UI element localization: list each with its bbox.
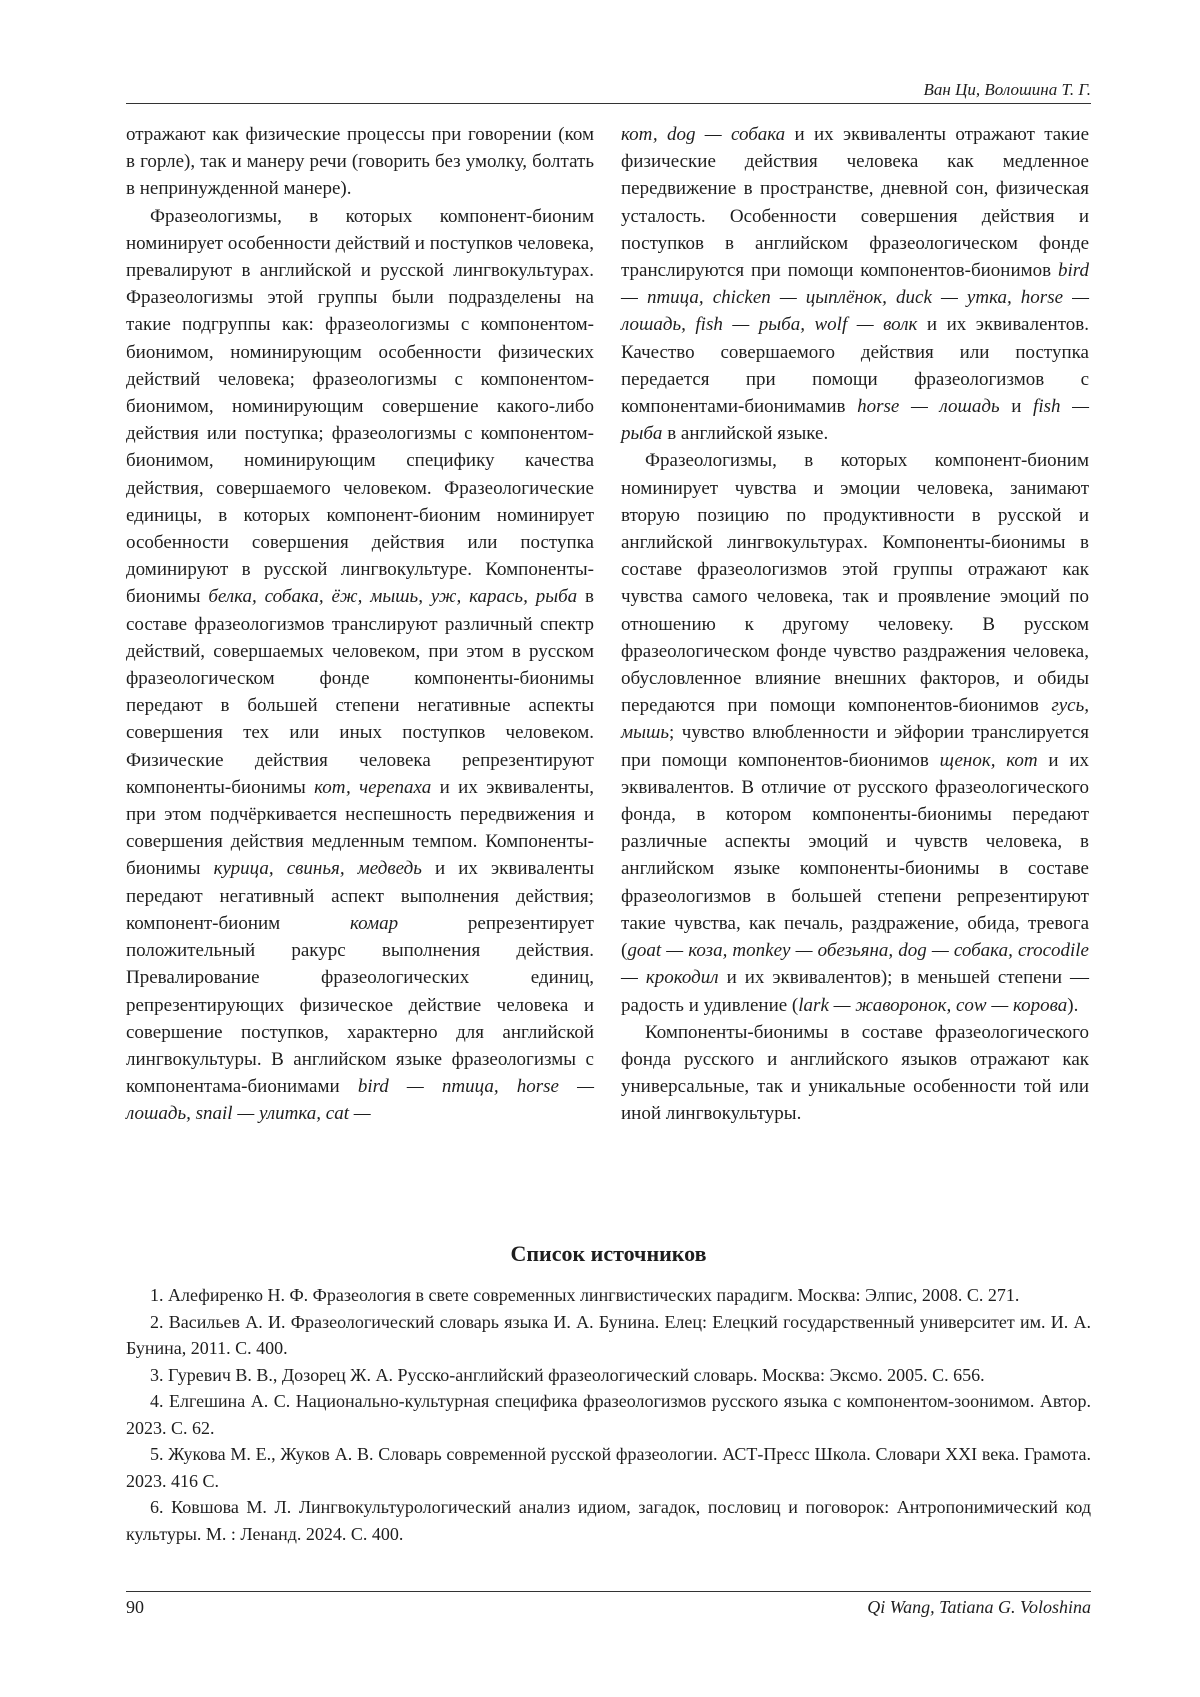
- page-number: 90: [126, 1597, 144, 1617]
- text-run: и их эквивалентов); в меньшей степени — радость и удивление (: [621, 967, 1090, 1016]
- italic-term: щенок, кот: [939, 749, 1038, 771]
- page-footer: [126, 1597, 1091, 1625]
- right-column: [621, 121, 1089, 1128]
- left-column: [126, 121, 594, 1128]
- text-run: в составе фразеологизмов транслируют различный спектр действий, совершаемых человеком, при этом в русском фразеологическом фонде компоненты-бионимы передают в большей степени негативные аспекты совершения тех или иных поступков человеком. Физические действия человека репрезентируют компоненты-бионимы: [126, 586, 594, 798]
- paragraph: отражают как физические процессы при говорении (ком в горле), так и манеру речи (говорить без умолку, болтать в непринужденной манере).: [126, 124, 594, 200]
- text-run: ; чувство влюбленности и эйфории транслируется при помощи компонентов-бионимов: [621, 722, 1089, 771]
- bibliography-list: [126, 1282, 1091, 1547]
- bibliography-item: 1. Алефиренко Н. Ф. Фразеология в свете современных лингвистических парадигм. Москва: Элпис, 2008. С. 271.: [150, 1285, 1020, 1305]
- italic-term: fish — рыба: [621, 396, 1090, 445]
- italic-term: horse — лошадь: [857, 396, 1000, 418]
- text-run: в английской языке.: [662, 423, 829, 445]
- bibliography-item: 5. Жукова М. Е., Жуков А. В. Словарь современной русской фразеологии. АСТ-Пресс Школа. Словари XXI века. Грамота. 2023. 416 С.: [126, 1444, 1091, 1491]
- text-run: и их эквиваленты передают негативный аспект выполнения действия; компонент-бионим: [126, 858, 594, 934]
- text-run: и: [999, 396, 1034, 418]
- italic-term: goat — коза, monkey — обезьяна, dog — собака, crocodile — крокодил: [621, 940, 1089, 989]
- running-header: Ван Ци, Волошина Т. Г.: [923, 80, 1091, 99]
- footer-divider: [126, 1591, 1091, 1592]
- italic-term: bird — птица, horse — лошадь, snail — улитка, cat —: [126, 1076, 594, 1125]
- bibliography-item: 2. Васильев А. И. Фразеологический словарь языка И. А. Бунина. Елец: Елецкий государственный университет им. И. А. Бунина, 2011. С. 400.: [126, 1311, 1091, 1358]
- text-run: и их эквивалентов. Качество совершаемого действия или поступка передается при помощи фразеологизмов с компонентами-бионимамив: [621, 314, 1089, 418]
- paragraph: [126, 203, 594, 1128]
- bibliography-item: 4. Елгешина А. С. Национально-культурная специфика фразеологизмов русского языка с компонентом-зоонимом. Автор. 2023. С. 62.: [126, 1391, 1091, 1438]
- text-run: и их эквиваленты отражают такие физические действия человека как медленное передвижение в пространстве, дневной сон, физическая усталость. Особенности совершения действия и поступков в английском фразеологическом фонде транслируются при помощи компонентов-бионимов: [621, 124, 1089, 282]
- italic-term: курица, свинья, медведь: [213, 858, 422, 880]
- bibliography-item: 6. Ковшова М. Л. Лингвокультурологический анализ идиом, загадок, пословиц и поговорок: Антропонимический код культуры. М. : Ленанд. 2024. С. 400.: [126, 1497, 1091, 1544]
- italic-term: кот, dog — собака: [621, 124, 786, 145]
- bibliography-title: Список источников: [510, 1241, 707, 1266]
- text-run: репрезентирует положительный ракурс выполнения действия. Превалирование фразеологических единиц, репрезентирующих физическое действие человека и совершение поступков, характерно для английской лингвокультуры. В английском языке фразеологизмы с компонентама-бионимами: [126, 912, 594, 1098]
- header-divider: [126, 103, 1091, 104]
- italic-term: гусь, мышь: [621, 695, 1089, 744]
- footer-authors: Qi Wang, Tatiana G. Voloshina: [867, 1597, 1091, 1617]
- text-run: и их эквиваленты, при этом подчёркивается неспешность передвижения и совершения действия медленным темпом. Компоненты-бионимы: [126, 776, 594, 880]
- italic-term: кот, черепаха: [314, 776, 432, 798]
- text-run: и их эквивалентов. В отличие от русского фразеологического фонда, в котором компоненты-бионимы передают различные аспекты эмоций и чувств человека, в английском языке компоненты-бионимы в составе фразеологизмов в большей степени репрезентируют такие чувства, как печаль, раздражение, обида, тревога (: [621, 749, 1089, 962]
- italic-term: белка, собака, ёж, мышь, уж, карась, рыба: [208, 586, 578, 608]
- text-run: Фразеологизмы, в которых компонент-бионим номинирует чувства и эмоции человека, занимают вторую позицию по продуктивности в русской и английской лингвокультурах. Компоненты-бионимы в составе фразеологизмов этой группы отражают как чувства самого человека, так и проявление эмоций по отношению к другому человеку. В русском фразеологическом фонде чувство раздражения человека, обусловленное влияние внешних факторов, и обиды передаются при помощи компонентов-бионимов: [621, 450, 1089, 717]
- text-run: Фразеологизмы, в которых компонент-бионим номинирует особенности действий и поступков человека, превалируют в английской и русской лингвокультурах. Фразеологизмы этой группы были подразделены на такие подгруппы как: фразеологизмы с компонентом-бионимом, номинирующим особенности физических действий человека; фразеологизмы с компонентом-бионимом, номинирующим совершение какого-либо действия или поступка; фразеологизмы с компонентом-бионимом, номинирующим специфику качества действия, совершаемого человеком. Фразеологические единицы, в которых компонент-бионим номинирует особенности совершения действия или поступка доминируют в русской лингвокультуре. Компоненты-бионимы: [126, 205, 594, 608]
- paragraph: [621, 121, 1089, 447]
- text-run: ).: [1067, 994, 1079, 1016]
- paragraph: Компоненты-бионимы в составе фразеологического фонда русского и английского языков отражают как универсальные, так и уникальные особенности той или иной лингвокультуры.: [621, 1021, 1089, 1125]
- paragraph: [621, 447, 1089, 1018]
- italic-term: lark — жаворонок, cow — корова: [798, 994, 1068, 1016]
- bibliography-item: 3. Гуревич В. В., Дозорец Ж. А. Русско-английский фразеологический словарь. Москва: Эксмо. 2005. С. 656.: [150, 1364, 985, 1385]
- italic-term: bird — птица, chicken — цыплёнок, duck — утка, horse — лошадь, fish — рыба, wolf — волк: [621, 260, 1089, 336]
- italic-term: комар: [350, 912, 399, 934]
